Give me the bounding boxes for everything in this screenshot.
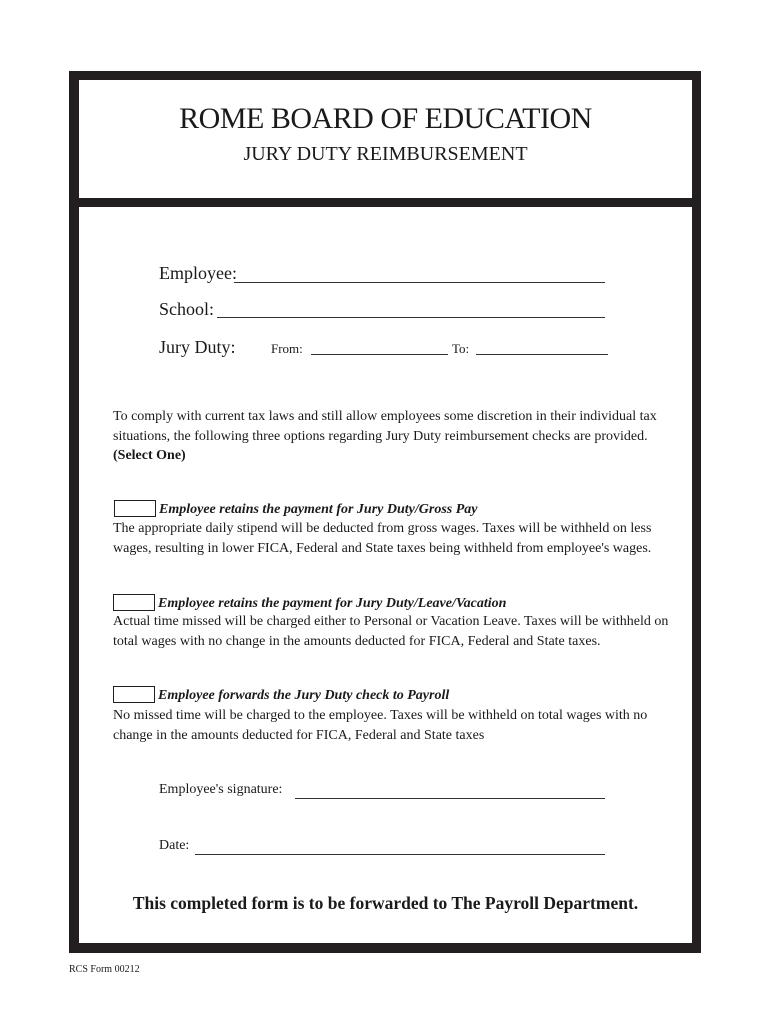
to-date-field[interactable] (476, 354, 608, 355)
employee-field[interactable] (234, 282, 605, 283)
option-leave-vacation-description: Actual time missed will be charged either to Personal or Vacation Leave. Taxes will be withheld on total wages with no change in the amounts deducted for FICA, Federal and State taxes. (113, 614, 669, 649)
school-field[interactable] (217, 317, 605, 318)
select-one-note: (Select One) (113, 448, 186, 463)
header-panel (79, 80, 692, 198)
employee-label: Employee: (159, 263, 237, 283)
option-gross-pay-checkbox[interactable] (114, 500, 156, 517)
form-code: RCS Form 00212 (69, 964, 140, 975)
option-leave-vacation-checkbox[interactable] (113, 594, 155, 611)
date-label: Date: (159, 838, 190, 853)
date-field[interactable] (195, 854, 605, 855)
signature-field[interactable] (295, 798, 605, 799)
option-forward-payroll-description: No missed time will be charged to the employee. Taxes will be withheld on total wages with no change in the amounts deducted for FICA, Federal and State taxes (113, 708, 648, 743)
intro-text: To comply with current tax laws and still allow employees some discretion in their individual tax situations, the following three options regarding Jury Duty reimbursement checks are provided. (113, 409, 657, 444)
option-gross-pay-description: The appropriate daily stipend will be deducted from gross wages. Taxes will be withheld on less wages, resulting in lower FICA, Federal and State taxes being withheld from employee's wages. (113, 521, 652, 556)
option-gross-pay-title: Employee retains the payment for Jury Duty/Gross Pay (159, 502, 478, 517)
page-title: ROME BOARD OF EDUCATION (179, 102, 592, 135)
payroll-instruction: This completed form is to be forwarded to The Payroll Department. (132, 893, 639, 913)
to-label: To: (452, 341, 470, 356)
option-leave-vacation-title: Employee retains the payment for Jury Duty/Leave/Vacation (158, 596, 507, 611)
option-forward-payroll-title: Employee forwards the Jury Duty check to Payroll (158, 688, 450, 703)
intro-paragraph (113, 407, 673, 466)
signature-label: Employee's signature: (159, 782, 283, 797)
option-forward-payroll-checkbox[interactable] (113, 686, 155, 703)
from-label: From: (271, 341, 303, 356)
from-date-field[interactable] (311, 354, 448, 355)
jury-duty-label: Jury Duty: (159, 337, 236, 357)
form-subtitle: JURY DUTY REIMBURSEMENT (243, 143, 528, 165)
school-label: School: (159, 299, 215, 319)
